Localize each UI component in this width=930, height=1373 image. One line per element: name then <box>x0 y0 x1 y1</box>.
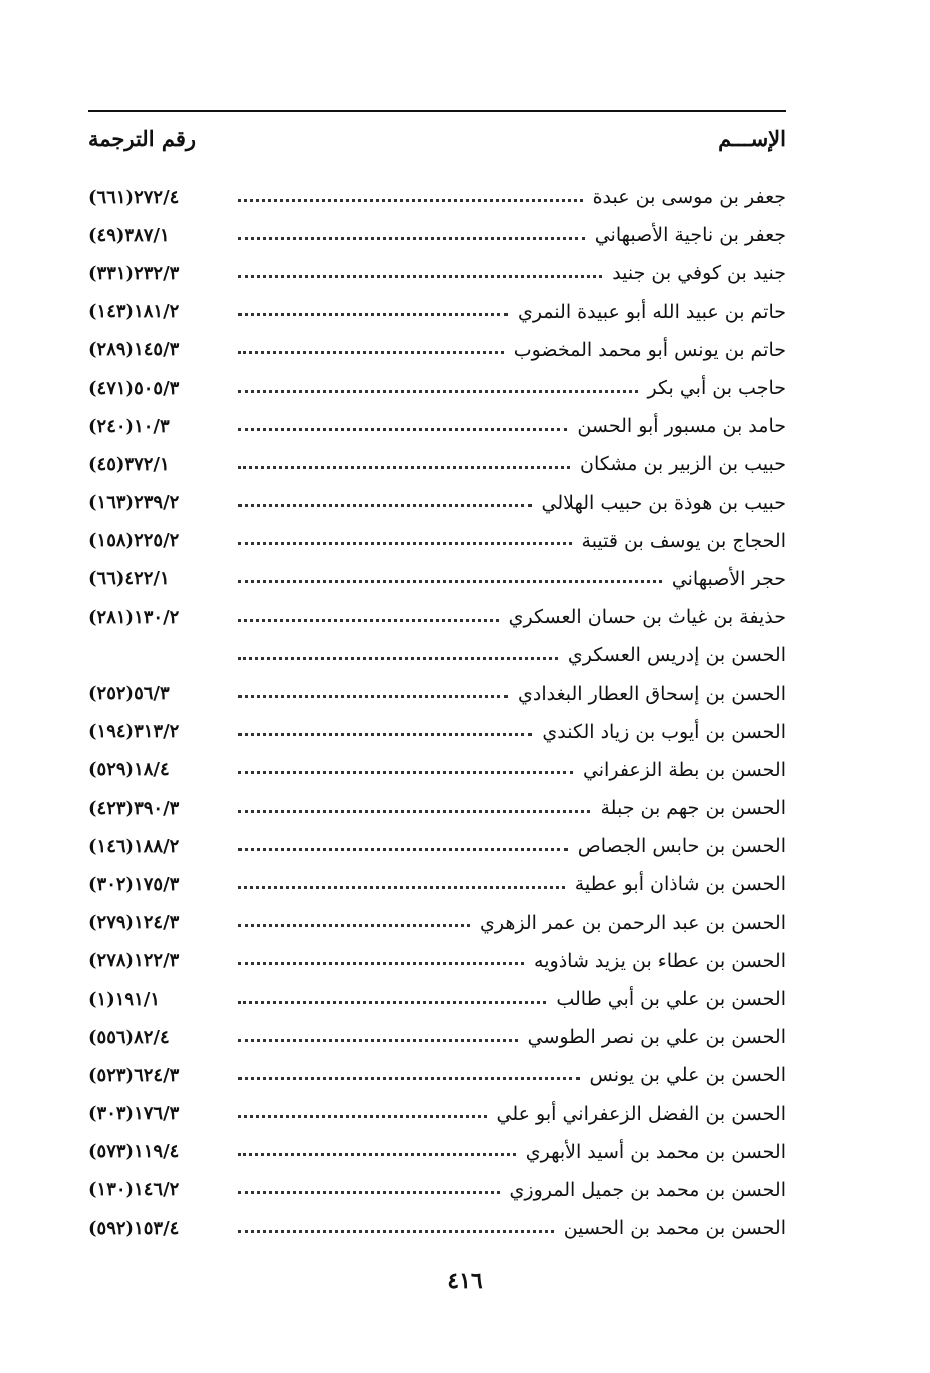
entry-reference: (٥٢٩)١٨/٤ <box>88 759 170 781</box>
index-entry <box>88 293 786 331</box>
index-entry <box>88 445 786 483</box>
entry-name: الحسن بن محمد بن جميل المروزي <box>509 1178 786 1201</box>
entry-name: الحسن بن بطة الزعفراني <box>582 758 786 781</box>
index-entry <box>88 369 786 407</box>
index-entry <box>88 865 786 903</box>
entry-name: الحسن بن إدريس العسكري <box>567 644 786 667</box>
dot-leader <box>238 1115 487 1118</box>
entry-name: حبيب بن هوذة بن حبيب الهلالي <box>541 491 786 514</box>
dot-leader <box>238 848 568 851</box>
entry-name: حاجب بن أبي بكر <box>647 377 786 400</box>
entry-name: حاتم بن يونس أبو محمد المخضوب <box>513 338 786 361</box>
index-entry <box>88 178 786 216</box>
dot-leader <box>238 580 662 583</box>
entry-name: الحجاج بن يوسف بن قتيبة <box>581 529 786 552</box>
column-header <box>88 126 786 178</box>
dot-leader <box>238 1077 580 1080</box>
dot-leader <box>238 351 504 354</box>
index-entry <box>88 713 786 751</box>
dot-leader <box>238 466 570 469</box>
name-column-heading: الإســـم <box>718 126 786 151</box>
index-entry <box>88 216 786 254</box>
dot-leader <box>238 695 508 698</box>
dot-leader <box>238 1153 516 1156</box>
entry-reference: (٥٥٦)٨٢/٤ <box>88 1026 170 1048</box>
entry-reference: (٤٥)٣٧٢/١ <box>88 453 170 475</box>
entry-reference: (٤٩)٣٨٧/١ <box>88 224 170 246</box>
entry-name: الحسن بن علي بن أبي طالب <box>556 988 786 1011</box>
entry-name: الحسن بن جهم بن جبلة <box>600 797 786 820</box>
index-entry <box>88 942 786 980</box>
entry-reference: (٥٢٣)٦٢٤/٣ <box>88 1064 180 1086</box>
top-rule <box>88 110 786 112</box>
entry-reference: (٣٣١)٢٣٢/٣ <box>88 262 180 284</box>
index-entry <box>88 636 786 674</box>
index-entries <box>88 178 786 1247</box>
index-entry <box>88 484 786 522</box>
dot-leader <box>238 771 573 774</box>
index-entry <box>88 1133 786 1171</box>
page-number: ٤١٦ <box>447 1268 483 1294</box>
entry-reference: (٢٨٩)١٤٥/٣ <box>88 339 180 361</box>
entry-reference: (٤٧١)٥٠٥/٣ <box>88 377 180 399</box>
entry-reference: (٤٢٣)٣٩٠/٣ <box>88 797 180 819</box>
entry-reference: (١٦٣)٢٣٩/٢ <box>88 492 180 514</box>
dot-leader <box>238 390 638 393</box>
dot-leader <box>238 428 567 431</box>
entry-name: الحسن بن علي بن يونس <box>589 1064 786 1087</box>
entry-name: حبيب بن الزبير بن مشكان <box>580 453 786 476</box>
entry-name: الحسن بن الفضل الزعفراني أبو علي <box>496 1102 786 1125</box>
entry-reference: (٢٧٨)١٢٢/٣ <box>88 950 180 972</box>
index-entry <box>88 254 786 292</box>
entry-reference: (٢٤٠)١٠/٣ <box>88 415 170 437</box>
dot-leader <box>238 733 532 736</box>
entry-name: الحسن بن عطاء بن يزيد شاذويه <box>534 949 786 972</box>
dot-leader <box>238 275 602 278</box>
entry-name: حاتم بن عبيد الله أبو عبيدة النمري <box>517 300 786 323</box>
entry-reference: (١٣٠)١٤٦/٢ <box>88 1179 180 1201</box>
entry-reference: (٢٥٢)٥٦/٣ <box>88 683 170 705</box>
entry-name: الحسن بن عبد الرحمن بن عمر الزهري <box>479 911 786 934</box>
dot-leader <box>238 1001 546 1004</box>
dot-leader <box>238 886 565 889</box>
dot-leader <box>238 542 572 545</box>
dot-leader <box>238 1230 554 1233</box>
entry-name: الحسن بن إسحاق العطار البغدادي <box>518 682 786 705</box>
index-entry <box>88 1171 786 1209</box>
dot-leader <box>238 657 558 660</box>
entry-reference: (٥٩٢)١٥٣/٤ <box>88 1217 180 1239</box>
index-entry <box>88 980 786 1018</box>
dot-leader <box>238 504 532 507</box>
entry-reference: (٢٨١)١٣٠/٢ <box>88 606 180 628</box>
dot-leader <box>238 199 583 202</box>
entry-name: حذيفة بن غياث بن حسان العسكري <box>508 606 786 629</box>
entry-reference: (٥٧٣)١١٩/٤ <box>88 1141 180 1163</box>
entry-reference: (١٩٤)٣١٣/٢ <box>88 721 180 743</box>
entry-reference: (٣٠٢)١٧٥/٣ <box>88 873 180 895</box>
index-entry <box>88 598 786 636</box>
entry-reference: (٢٧٩)١٢٤/٣ <box>88 912 180 934</box>
ref-column-heading: رقم الترجمة <box>88 126 197 151</box>
index-entry <box>88 1018 786 1056</box>
entry-reference: (١٤٦)١٨٨/٢ <box>88 835 180 857</box>
index-entry <box>88 407 786 445</box>
entry-name: جعفر بن ناجية الأصبهاني <box>594 224 786 247</box>
index-entry <box>88 904 786 942</box>
dot-leader <box>238 237 585 240</box>
index-entry <box>88 1095 786 1133</box>
entry-reference: (١٤٣)١٨١/٢ <box>88 301 180 323</box>
dot-leader <box>238 924 470 927</box>
dot-leader <box>238 962 524 965</box>
index-entry <box>88 789 786 827</box>
entry-reference: (٦٦١)٢٧٢/٤ <box>88 186 180 208</box>
index-entry <box>88 522 786 560</box>
entry-name: جعفر بن موسى بن عبدة <box>592 186 786 209</box>
entry-name: الحسن بن حابس الجصاص <box>577 835 786 858</box>
entry-name: حامد بن مسبور أبو الحسن <box>577 415 786 438</box>
index-entry <box>88 1209 786 1247</box>
index-entry <box>88 674 786 712</box>
dot-leader <box>238 1039 518 1042</box>
entry-name: الحسن بن علي بن نصر الطوسي <box>527 1026 786 1049</box>
dot-leader <box>238 810 590 813</box>
index-page <box>88 110 786 1247</box>
dot-leader <box>238 313 508 316</box>
entry-name: الحسن بن شاذان أبو عطية <box>574 873 786 896</box>
dot-leader <box>238 1191 500 1194</box>
entry-name: الحسن بن محمد بن الحسين <box>563 1217 786 1240</box>
index-entry <box>88 331 786 369</box>
entry-reference: (١)١٩١/١ <box>88 988 160 1010</box>
index-entry <box>88 1056 786 1094</box>
entry-name: الحسن بن أيوب بن زياد الكندي <box>542 720 786 743</box>
entry-name: جنيد بن كوفي بن جنيد <box>612 262 786 285</box>
entry-reference: (٣٠٣)١٧٦/٣ <box>88 1103 180 1125</box>
index-entry <box>88 751 786 789</box>
index-entry <box>88 560 786 598</box>
dot-leader <box>238 619 499 622</box>
entry-name: حجر الأصبهاني <box>671 567 786 590</box>
index-entry <box>88 827 786 865</box>
entry-name: الحسن بن محمد بن أسيد الأبهري <box>525 1140 786 1163</box>
entry-reference: (١٥٨)٢٢٥/٢ <box>88 530 180 552</box>
entry-reference: (٦٦)٤٢٢/١ <box>88 568 170 590</box>
